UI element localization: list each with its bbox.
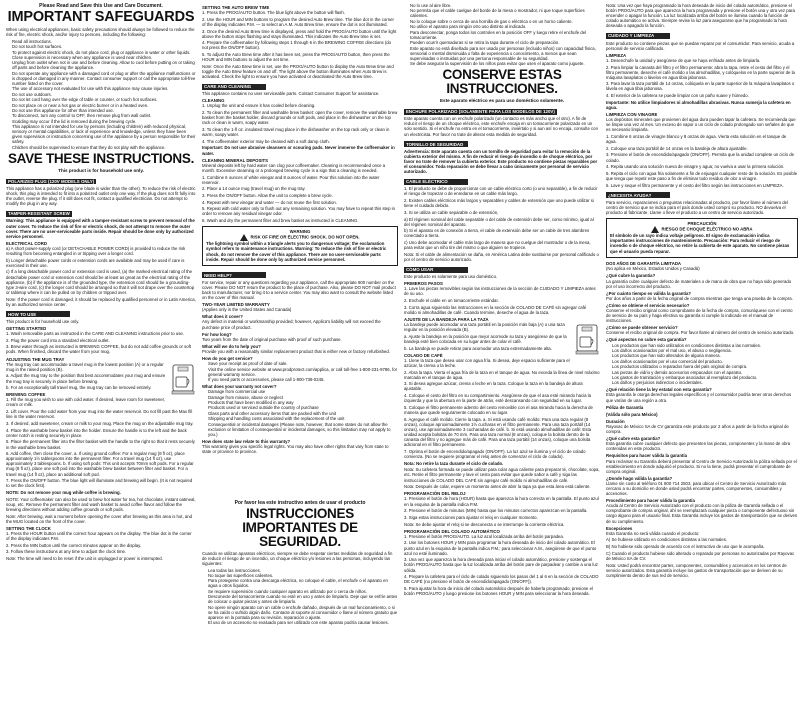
mug-tray-illustration	[170, 363, 196, 397]
adjusting-heading: ADJUSTING THE MUG TRAY	[6, 356, 65, 362]
list-item: • Consequential or incidental damages (Please note, however, that some states do not allow the exclusion or limitation of consequential or incidental damages, so this limitation may not apply to you.)	[208, 422, 398, 437]
list-item: • To protect against electric shock, do not place cord, plug or appliance in water or other liquids.	[12, 50, 196, 55]
spanish-kicker: Por favor lea este instructivo antes de usar el producto	[234, 499, 366, 506]
list-item: • Glass parts and other accessory items that are packed with the unit	[208, 411, 398, 416]
primeros-heading: PRIMEROS PASOS	[404, 281, 443, 287]
list-item: • Pueden ocurrir quemaduras si se retira la tapa durante el ciclo de preparación.	[410, 40, 600, 45]
duracion-text: Rayovac de México SA de CV garantiza este producto por 2 años a partir de la fecha original de compra.	[606, 423, 789, 435]
list-item: • Scalding may occur if the lid is removed during the brewing cycle.	[12, 119, 196, 124]
step: La bandeja puede acomodar una taza portátil en la posición más baja (A) o una taza regular en la posición elevada (B).	[404, 322, 565, 333]
poliza-sub: (Válida sólo para México)	[606, 411, 658, 417]
list-item: • Do not use this appliance for other than intended use.	[12, 108, 196, 113]
garantia-answer: La garantía cubre cualquier defecto de materiales o de mano de obra que no haya sido generado por el uso incorrecto del producto.	[606, 278, 792, 289]
warranty-list	[202, 361, 398, 382]
garantia-heading: DOS AÑOS DE GARANTÍA LIMITADA	[606, 261, 682, 267]
note: Note: The time will need to be reset if the unit is unplugged or power is interrupted.	[6, 556, 163, 562]
donde-question: ¿Donde hago válida la garantía?	[606, 475, 673, 481]
step: 6. Agregue el café molido. Cierre la tapa. a. Si está usando café molido: Para una taza regular (8 onzas), coloque aproximadamente 1½ cucharas en el filtro permanente. Para una taza portátil (14 onzas), use aproximadamente 3 cucharadas de café. b. Si está usando almohadillas de café: Esta unidad acepta bolsitas de 70 mm. Para una taza normal (8 onzas), coloque la bolsita dentro de la canasta del filtro y no agregue más de café. Para una taza portátil (14 onzas), coloque una bolsita adicional en el filtro permanente.	[404, 416, 592, 448]
step: 1. Fill the mug you wish to use with cold water. If desired, leave room for sweetener, cream or milk.	[6, 397, 166, 408]
step: 3. Si desea agregue azúcar, crema o leche en la taza. Coloque la taza en la bandeja de altura ajustable.	[404, 381, 583, 392]
garantia-question: ¿Qué aspectos no cubre esta garantía?	[606, 337, 687, 343]
list-item: • Se debe asegurar la supervisión de los niños para evitar que usen el aparato como juguete.	[410, 61, 600, 66]
warning-label: WARNING	[289, 229, 311, 235]
cubre-answer: Esta garantía cubre cualquier defecto que presenten las piezas, componentes y la mano de obra contenidas en este producto.	[606, 441, 791, 452]
care-intro: This appliance contains no user serviceable parts. Contact Consumer Support for assistance.	[202, 91, 380, 97]
nota: Nota: Una vez que haya programado la hora deseada de inicio del colado automático, presione el botón PROG/AUTO para que aparezca la hora programada y presione el botón una y otra vez para encender o apagar la función. La luz localizada arriba del botón se ilumina cuando la función de colado automático se activa. Siempre revise la luz para asegurarse que ha programado la hora deseada o apagado la función.	[606, 3, 795, 29]
cable-item: b) Si el aparato es de conexión a tierra, el cable de extensión debe ser un cable de tres alambres conectado a tierra.	[404, 228, 590, 239]
warning-triangle-icon	[651, 226, 659, 233]
warranty-question: How does state law relate to this warranty?	[202, 438, 291, 444]
list-item: • Las piezas de vidrio y demás accesorios empacados con el aparato.	[612, 370, 798, 375]
cuidado-intro: Este producto no contiene piezas que se puedan reparar por el consumidor. Para servicio, acuda a personal de servicio calificado.	[606, 40, 795, 51]
step: 2. Para limpiar la canasta del filtro y el filtro permanente: abra la tapa, retire el cesto del filtro y el filtro permanente, deseche el café molido o las almohadillas, y colóquelos en la parte superior de la máquina lavaplatos o lávelos en agua tibia jabonosa.	[606, 64, 795, 80]
list-item: • Products used or serviced outside the country of purchase	[208, 405, 398, 410]
list-item: • Para protegerse contra una descarga eléctrica, no coloque el cable, el enchufe o el aparato en agua u otros líquidos.	[208, 578, 398, 588]
step: 6. Add coffee, then close the cover. a. If using ground coffee: For a regular mug (8 fl oz), place approximately 1½ tablespoons into the permanent filter. For a travel mug (14 fl oz), use approximately 3 tablespoons. b. If using soft pods: This unit accepts 70mm soft pods. For a regular mug (8 fl oz), place one soft pod into the washable brew basket between filter and basket. For a travel mug (14 fl oz), place an additional soft pod.	[6, 451, 194, 477]
list-item: • Shipping and handling costs associated with the replacement of the unit	[208, 416, 398, 421]
intro-text: When using electrical appliances, basic safety precautions should always be followed to reduce the risk of fire, electric shock, and/or injury to persons, including the following:	[6, 27, 195, 38]
warning-box	[202, 226, 398, 266]
precaucion-title: RIESGO DE CHOQUE ELÉCTRICO NO ABRA	[661, 226, 753, 232]
step: 2. Enchufe el cable en un tomacorriente estándar.	[404, 298, 499, 304]
enchufe-heading: ENCHUFE POLARIZADO (SOLAMENTE PARA LOS MODELOS DE 120V)	[406, 109, 555, 115]
garantia-question: ¿Qué cubre la garantía?	[606, 273, 656, 279]
enchufe-text: Este aparato cuenta con un enchufe polarizado (un contacto es más ancho que el otro). A fin de reducir el riesgo de un choque eléctrico, este enchufe encaja en un tomacorriente polarizado en un solo sentido. Si el enchufe no entra en el tomacorriente, inviértalo y si aun así no encaja, consulte con un electricista. Por favor no trate de alterar esta medida de seguridad.	[404, 116, 598, 137]
list-item: • No utilice el aparato para ningún otro uso distinto al indicado.	[410, 24, 600, 29]
list-item: • Este aparato no está diseñado para ser usado por personas (incluido niños) con capacidad física, sensorial o mental disminuida o falta de experiencia o conocimiento, a menos que sean supervisadas o instruidas por una persona responsable de su seguridad.	[410, 46, 600, 61]
polarized-text: This appliance has a polarized plug (one blade is wider than the other). To reduce the risk of electric shock, this plug is intended to fit into a polarized outlet only one way. If the plug does not fit fully into the outlet, reverse the plug. If it still does not fit, contact a qualified electrician. Do not attempt to modify the plug in any way.	[6, 185, 196, 207]
note: Note: After brewing, wait a moment before opening the cover after brewing as this area is hot, and the MUG located on the front of the cover.	[6, 513, 193, 524]
vinagre-heading: LIMPIEZA CON VINAGRE	[606, 112, 658, 118]
cord-item: b) Longer detachable power cords or extension cords are available and may be used if care is exercised in their use.	[6, 257, 185, 268]
step: 5. Coloque el filtro permanente adentro del cesto removible con el asa mirando hacia la derecha de manera que quede seguramente colocado en su lugar.	[404, 404, 593, 416]
spanish-safeguards-list	[202, 568, 398, 626]
step: 5. Repita el ciclo con agua fría solamente a fin de enjuagar cualquier resto de la solución. Es posible que tenga que repetir este paso a fin de eliminar todo residuo de olor a vinagre.	[606, 170, 798, 182]
step: 3. To clean the 1-fl oz. insulated travel mug place in the dishwasher on the top rack only or clean in warm, soapy water.	[202, 127, 390, 138]
step: 3. If desired, add sweetener, cream or milk to your mug. Place the mug on the adjustable mug tray.	[6, 420, 194, 426]
step: 6. Lave y seque el filtro permanente y el cesto del filtro según las instrucciones en LIMPIEZA.	[606, 182, 784, 188]
step: 2. Lift cover. Pour the cold water from your mug into the water reservoir. Do not fill past the Max fill line in the water reservoir.	[6, 409, 193, 420]
list-item: • Los daños ocasionados por el mal uso, el abuso o negligencia.	[612, 348, 798, 353]
column-english-1	[6, 3, 196, 703]
excepcion-item: A) Se hubiese utilizado en condiciones distintas a las normales.	[606, 537, 728, 543]
list-item: • To disconnect, turn any control to OFF, then remove plug from wall outlet.	[12, 113, 196, 118]
cord-heading: ELECTRICAL CORD	[6, 240, 47, 246]
step: 1. Lave las piezas removibles según las instrucciones de la sección de CUIDADO Y LIMPIEZA antes de su uso.	[404, 286, 596, 297]
cable-heading: CABLE ELÉCTRICO	[404, 179, 468, 185]
list-item: • Unplug from outlet when not in use and before cleaning. Allow to cool before putting on or taking off parts and before cleaning the appliance.	[12, 60, 196, 70]
step: 4. Prepare the coffeemaker by following steps 1 through 6 in the BREWING COFFEE directions (do not press the ON/OFF button).	[202, 40, 392, 51]
step: 5. To adjust the Auto Brew time after it has been set, press the PROG/AUTO button, then press the HOUR and MIN buttons to adjust the set time.	[202, 52, 390, 63]
tamper-text: Warning: This appliance is equipped with a tamper-resistant screw to prevent removal of the outer cover. To reduce the risk of fire or electric shock, do not attempt to remove the outer cover. There are no user-serviceable parts inside. Repair should be done only by authorized service personnel.	[6, 218, 195, 239]
howto-heading: HOW TO USE	[6, 311, 70, 317]
poliza-heading: Póliza de Garantía	[606, 404, 644, 410]
donde-answer: Llame sin costo al teléfono 01 800 714 2503, para ubicar el Centro de Servicio Autorizado más cercano a su domicilio en donde usted podrá encontrar partes, componentes, consumibles y accesorios.	[606, 480, 787, 497]
step: 3. Press the ON/OFF button. Allow the unit to complete a brew cycle.	[202, 193, 333, 199]
list-item: • Close supervision is necessary when any appliance is used near children.	[12, 55, 196, 60]
list-item: • No lo coloque sobre o cerca de una hornilla de gas o eléctrica o en un horno caliente.	[410, 19, 600, 24]
column-spanish-1	[404, 3, 600, 703]
cord-item: a) A short power-supply cord (or DETACHABLE POWER CORD) is provided to reduce the risk resulting from becoming entangled in or tripping over a longer cord.	[6, 245, 186, 256]
step: 5. Para ajustar la hora de inicio del colado automático después de haberla programado, presione el botón PROG/AUTO y luego presione los botones HOUR y MIN para seleccionar la hora deseada.	[404, 585, 593, 597]
step: 4. Prepare la cafetera para el ciclo de colado siguiendo los pasos del 1 al 6 en la sección de COLADO DE CAFÉ (no presione el botón de encendido/apagado (ON/OFF)).	[404, 574, 599, 585]
step: 4. El exterior de la cafetera se puede limpiar con un paño suave y húmedo.	[606, 93, 749, 99]
step: 2. Presione el botón de minutos (MIN) hasta que los minutos correctos aparezcan en la pantalla.	[404, 508, 588, 514]
list-item: • This appliance is not intended for use by persons (including children) with reduced physical, sensory or mental capabilities, or lack of experience and knowledge, unless they have been given supervision or instruction concerning use of the appliance by a person responsible for their safety.	[12, 124, 196, 144]
requisitos-question: Requisitos para hacer válida la garantía	[606, 453, 687, 459]
note: NOTE: Your coffeemaker can also be used to brew hot water for tea, hot chocolate, instant oatmeal, soup, etc. Remove the permanent filter and wash basket to avoid coffee flavor and follow the brewing directions without adding coffee grounds or soft pods.	[6, 496, 196, 512]
polarized-heading: POLARIZED PLUG (120V MODELS ONLY)	[8, 178, 95, 184]
garantia-answer: Conserve el recibo original como comprobante de la fecha de compra, comuníquese con el centro de servicio de su país y haga efectiva su garantía si cumple lo indicado en el manual de instrucciones.	[606, 308, 793, 324]
list-item: • Do not place on or near a hot gas or electric burner or in a heated oven.	[12, 103, 196, 108]
step: 1. Presione el botón PROG/AUTO. La luz azul localizada arriba del botón parpadea.	[404, 533, 564, 539]
warranty-question: What will we do to help you?	[202, 343, 261, 349]
step: 4. Repita usando una solución nueva de vinagre y agua; no vuelva a usar la primera solución.	[606, 164, 785, 170]
ajuste-heading: AJUSTE DE LA BANDEJA PARA LA TAZA	[404, 316, 489, 322]
step: 2. To clean the permanent filter and washable brew basket: open the cover, remove the washable brew basket from the basket holder, discard grounds or soft pods, and place in the dishwasher on the top rack or clean in warm, soapy water.	[202, 110, 398, 126]
warranty-sub: (Applies only in the United States and Canada)	[202, 307, 292, 313]
column-spanish-2	[606, 3, 798, 703]
reloj-heading: PROGRAMACIÓN DEL RELOJ	[404, 491, 466, 497]
step: 4. Coloque el cesto del filtro en su compartimiento. Asegúrese de que el asa esté mirando hacia la izquierda y que la abertura en la parte de atrás, esté descansando con seguridad en su lugar.	[404, 393, 592, 404]
procedimiento-answer: Acuda al Centro de Servicio Autorizado con el producto con la póliza de Garantía sellada o el comprobante de compra original, ahí se reemplazará cualquier pieza o componente defectuoso sin cargo alguno para el usuario final. Esta Garantía incluye los gastos de transportación que se deriven de su cumplimiento.	[606, 503, 798, 524]
nota: Nota: No retire la taza durante el ciclo de colado.	[404, 460, 504, 466]
garantia-answer: Por dos años a partir de la fecha original de compra mientras que tenga una prueba de la compra.	[606, 295, 793, 301]
limpieza-heading: LIMPIEZA	[606, 52, 627, 58]
precaucion-box	[606, 218, 798, 258]
save-subtitle: This product is for household use only.	[58, 167, 144, 173]
warranty-answer: Provide you with a reasonably similar replacement product that is either new or factory refurbished.	[202, 348, 390, 354]
warranty-answer: This warranty gives you specific legal rights. You may also have other rights that vary from state to state or province to province.	[202, 443, 389, 454]
list-item: • Do not let cord hang over the edge of table or counter, or touch hot surfaces.	[12, 97, 196, 102]
step: 2. Plug the power cord into a standard electrical outlet.	[6, 337, 110, 343]
list-item: • Children should be supervised to ensure that they do not play with the appliance.	[12, 145, 196, 150]
cleaning-heading: CLEANING	[202, 98, 225, 104]
mineral-text: Mineral deposits left by hard water can clog your coffeemaker. Cleaning is recommended once a month. Excessive steaming or a prolonged brewing cycle is a sign that a cleaning is needed.	[202, 162, 386, 173]
step: 4. Repeat with new vinegar and water — do not reuse the first solution.	[202, 199, 337, 205]
ayuda-heading: ¿NECESITA AYUDA?	[606, 192, 670, 198]
ayuda-text: Para servicio, reparaciones o preguntas relacionadas al producto, por favor llame al número del centro de servicio que se indica para el país donde usted compró su producto. NO devuelva el producto al fabricante. Llame o lleve el producto a un centro de servicio autorizado.	[606, 199, 789, 216]
step: a. Adjust the mug tray to the position that best accommodates your mug and ensure the mug tray is securely in place before brewing.	[6, 373, 166, 384]
step: 4. The coffeemaker exterior may be cleaned with a soft damp cloth.	[202, 138, 330, 144]
precaucion-text: El símbolo de un rayo indica voltaje peligroso. El signo de exclamación indica importantes instrucciones de mantenimiento. Precaución: Para reducir el riesgo de incendio o de choque eléctrico, no retire la cubierta de este aparato. No contiene piezas que el usuario pueda reparar.	[610, 233, 790, 254]
colado-heading: COLADO DE CAFÉ	[404, 352, 443, 358]
warranty-question: How do you get service?	[202, 356, 253, 362]
list-item: • Do not use outdoors.	[12, 92, 196, 97]
cable-item: 2. Existen cables eléctricos más largos y separables y cables de extensión que uno puede utilizar si tiene el cuidado debido.	[404, 198, 594, 209]
list-item: • No opere ningún aparato con un cable o enchufe dañado, después de un mal funcionamiento, o si se ha caído o sufrido algún daño. Contacte al soporte al consumidor o llame al número gratuito que aparece en la portada para su revisión, reparación o ajuste.	[208, 605, 398, 620]
list-item: • Los daños y perjuicios indirectos o incidentales.	[612, 380, 798, 385]
step: b. La bandeja se puede retirar para acomodar una taza extremadamente alta.	[404, 345, 552, 351]
garantia-question: ¿Cómo se puede obtener servicio?	[606, 325, 678, 331]
garantia-question: ¿Cómo se obtiene el servicio necesario?	[606, 302, 690, 308]
step: 3. Presione el botón de encendido/apagado (ON/OFF). Permita que la unidad complete un ciclo de colado.	[606, 152, 794, 163]
note: NOTE: Do not remove your mug while coffee is brewing.	[6, 490, 121, 496]
list-item: • Los productos que han sido utilizados en condiciones distintas a las normales.	[612, 343, 798, 348]
spanish-safeguards-list-2	[404, 3, 600, 66]
list-item: • Damage from misuse, abuse or neglect	[208, 395, 398, 400]
howto-intro: This product is for household use only.	[6, 318, 80, 324]
cable-note: Nota: Si el cable de alimentación se daña, en América Latina debe sustituirse por personal calificado o por el centro de servicio autorizado.	[404, 251, 599, 262]
warranty-question: For how long?	[202, 331, 232, 337]
step: 1. Press the HOUR button until the correct hour appears on the display. The blue dot in the corner of the display indicates P.M.	[6, 530, 192, 541]
list-item: • Los productos que han sido alterados de alguna manera.	[612, 353, 798, 358]
step: 1. Llene la taza que desea usar con agua fría. Si desea, deje espacio suficiente para el azúcar, la crema o la leche.	[404, 357, 570, 368]
need-help-heading: NEED HELP?	[202, 272, 266, 278]
safeguards-list	[6, 39, 196, 150]
precaucion-label: PRECAUCIÓN	[687, 221, 717, 227]
list-item: • Products that have been modified in any way	[208, 400, 398, 405]
list-item: • El uso de un accesorio no evaluado para ser utilizado con este aparato podría causar lesiones.	[208, 620, 398, 625]
list-item: • Lea todas las instrucciones.	[208, 568, 398, 573]
list-item: • No toque las superficies calientes.	[208, 573, 398, 578]
duracion-heading: Duración	[606, 418, 625, 424]
getting-started-heading: GETTING STARTED	[6, 325, 47, 331]
warning-text: The lightning symbol within a triangle alerts you to dangerous voltage; the exclamation symbol refers to maintenance instructions. Warning: To reduce the risk of fire or electric shock, do not remove the cover of this appliance. There are no user-serviceable parts inside. Repair should be done only by authorized service personnel.	[206, 241, 387, 262]
nota: Nota: Después de colar, espere un momento antes de abrir la tapa ya que esta área está caliente.	[404, 484, 591, 490]
garantia-sub: (No aplica en México, Estados Unidos y Canadá)	[606, 266, 700, 272]
step: 1. Press the PROG/AUTO button. The blue light above the button will flash.	[202, 10, 345, 16]
column-english-2	[202, 3, 398, 703]
step: 2. Press the MIN button until the correct minutes appear on the display.	[6, 542, 142, 548]
list-item: • Do not operate any appliance with a damaged cord or plug or after the appliance malfunctions or is dropped or damaged in any manner. Contact consumer support or call the appropriate toll-free number listed on the cover.	[12, 71, 196, 86]
warranty-question: What does it cover?	[202, 314, 243, 320]
list-item: • No lo use al aire libre.	[410, 3, 600, 8]
como-usar-intro: Este producto es solamente para uso doméstico.	[404, 274, 498, 280]
list-item: • Damage from commercial use	[208, 389, 398, 394]
step: 3. Once the desired Auto Brew time is displayed, press and hold the PROG/AUTO button until the light above the button stops flashing and stays illuminated. This indicates the Auto Brew time is set.	[202, 28, 397, 39]
list-item: • The use of accessory not evaluated for use with this appliance may cause injuries.	[12, 86, 196, 91]
brewing-heading: BREWING COFFEE	[6, 392, 46, 398]
conserve-title: CONSERVE ESTAS INSTRUCCIONES.	[442, 67, 562, 97]
garantia-answer: Conserve el recibo original de compra. Por favor llame al número del centro de servicio autorizado.	[606, 330, 795, 336]
clock-heading: SETTING THE CLOCK	[6, 525, 51, 531]
step: 1. Combine 6 onzas de vinagre blanco y 8 onzas de agua. Vierta esta solución en el tanque de agua.	[606, 134, 787, 145]
garantia-question: ¿Qué relación tiene la ley estatal con esta garantía?	[606, 387, 712, 393]
spanish-title: INSTRUCCIONES IMPORTANTES DE SEGURIDAD.	[242, 505, 358, 549]
page-title: IMPORTANT SAFEGUARDS	[7, 9, 195, 25]
list-item: • Los daños ocasionados por el uso comercial del producto.	[612, 359, 798, 364]
nota: Nota: Su cafetera formada se puede utilizar para colar agua caliente para preparar té, chocolate, sopa, etc. Retire el filtro permanente y lave el cesto para evitar que quede sabor a café y siga las instrucciones de COLADO DEL CAFÉ sin agregar café molido ni almohadillas de café.	[404, 467, 600, 483]
step: The mug tray can accommodate a travel mug in the lowest position (A) or a regular mug in the raised position (B).	[6, 361, 164, 372]
importante-note: Importante: No utilice limpiadores ni almohadillas abrasivas. Nunca sumerja la cafetera en agua.	[606, 99, 791, 110]
step: 1. Unplug the unit and ensure it has cooled before cleaning.	[202, 103, 316, 109]
warning-triangle-icon	[240, 234, 248, 241]
garantia-list	[606, 343, 798, 386]
step: 3. Una vez que aparezca la hora deseada para iniciar el colado automático, presione y sostenga el botón PROG/AUTO hasta que la luz localizada arriba del botón pare de parpadear y cambie a una luz sólida.	[404, 557, 598, 573]
list-item: • If you need parts or accessories, please call 1-800-738-0245.	[208, 377, 398, 382]
autobrew-heading: SETTING THE AUTO BREW TIME	[202, 5, 270, 10]
cubre-question: ¿Qué cubre esta garantía?	[606, 436, 661, 442]
auto-heading: PROGRAMACIÓN DEL COLADO AUTOMÁTICO	[404, 528, 500, 534]
warranty-heading: TWO-YEAR LIMITED WARRANTY	[202, 302, 270, 308]
list-item: • Save your receipt as proof of date of sale.	[208, 361, 398, 366]
list-item: • Visit the online service website at www.prodprotect.com/applica, or call toll-free 1-800-231-9786, for general warranty service.	[208, 367, 398, 377]
tornillo-text: Advertencia: Este aparato cuenta con un tornillo de seguridad para evitar la remoción de la cubierta exterior del mismo. A fin de reducir el riesgo de incendio o de choque eléctrico, por favor no trate de remover la cubierta exterior. Este producto no contiene piezas reparables por el consumidor. Toda reparación se debe llevar a cabo únicamente por personal de servicio autorizado.	[404, 148, 598, 175]
tornillo-heading: TORNILLO DE SEGURIDAD	[404, 141, 468, 147]
conserve-subtitle: Este aparato eléctrico es para uso doméstico solamente.	[439, 98, 565, 104]
como-usar-heading: CÓMO USAR	[404, 267, 468, 273]
step: 3. Para lavar la taza portátil de 14 onzas, colóquela en la parte superior de la máquina lavaplatos o lávela en agua tibia jabonosa.	[606, 81, 795, 92]
cable-item: 1. El producto se debe de proporcionar con un cable eléctrico corto (o uno separable), a fin de reducir el riesgo de tropezar o de enredarse en un cable más largo.	[404, 186, 598, 197]
cable-item: c) Uno debe acomodar el cable más largo de manera que no cuelgue del mostrador o de la mesa, para evitar que un niño tire del mismo o que alguien se tropiece.	[404, 240, 591, 251]
excepciones-text: Esta Garantía no será válida cuando el producto:	[606, 530, 700, 536]
save-title: SAVE THESE INSTRUCTIONS.	[7, 150, 195, 166]
list-item: • Para desconectar, ponga todos los controles en la posición OFF y luego retire el enchufe del tomacorriente.	[410, 30, 600, 40]
step: 3. Siga estas instrucciones para ajustar el reloj en cualquier momento.	[404, 514, 538, 520]
step: b. For an exceptionally tall travel mug, the mug tray can be removed entirely.	[6, 385, 152, 391]
warranty-answer: Two years from the date of original purchase with proof of such purchase.	[202, 336, 342, 342]
cable-item: a) El régimen nominal del cable separable o del cable de extensión debe ser, como mínimo, igual al del régimen nominal del aparato.	[404, 216, 594, 227]
note: Note: Once the Auto Brew time is set, use the PROG/AUTO button to display the Auto Brew time and toggle the Auto Brew feature on and off. The light above the button illuminates when Auto Brew is activated. Check the light to ensure you have activated or deactivated the Auto Brew time.	[202, 63, 394, 80]
step: a. Ajuste la bandeja en la posición que mejor acomode su taza y asegúrese de que la bandeja esté bien colocada en su lugar antes de colar el café.	[404, 333, 567, 344]
excepcion-item: B) No hubiese sido operado de acuerdo con el instructivo de uso que le acompaña.	[606, 544, 765, 550]
cord-note: Note: If the power cord is damaged, it should be replaced by qualified personnel or in Latin America, by an authorized service center.	[6, 296, 196, 307]
list-item: • Los gastos de tramitación y embarque asociados al reemplazo del producto.	[612, 375, 798, 380]
garantia-answer: Esta garantía le otorga derechos legales específicos y el consumidor podría tener otros derechos que varían de una región a otra.	[606, 392, 792, 403]
warranty-answer: Any defect in material or workmanship provided; however, Applica's liability will not exceed the purchase price of product.	[202, 319, 381, 330]
step: 2. Abra la tapa. Vierta el agua fría de la taza en el tanque de agua. No exceda la línea de nivel máximo marcada en el tanque de agua.	[404, 369, 600, 380]
nota-final: Nota: Usted podrá encontrar partes, componentes, consumibles y accesorios en los centros de servicio autorizados. Esta garantía incluye los gastos de transportación que se deriven de su cumplimiento dentro de sus red de servicio.	[606, 562, 787, 578]
procedimiento-question: Procedimiento para hacer válida la garantía	[606, 498, 695, 504]
vinagre-text: Los depósitos minerales que provienen del agua dura pueden tapar la cafetera. Se recomienda que se limpie una vez al mes. Un exceso de vapor o un ciclo de colado prolongado son señales de que es necesario limpiarla.	[606, 117, 796, 133]
cord-item: c) If a long detachable power cord or extension cord is used, (a) the marked electrical rating of the detachable power cord or extension cord should be at least as great as the electrical rating of the appliance, (b) if the appliance is of the grounded type, the extension cord should be a grounding-type 3-wire cord, (c) the longer cord should be arranged so that it will not drape over the countertop or tabletop where it can be pulled on by children or tripped over.	[6, 269, 195, 295]
step: 5. Place the permanent filter into the filter basket with the handle to the right so that it rests securely in the washable brew basket.	[6, 439, 195, 450]
mineral-heading: CLEANING MINERAL DEPOSITS	[202, 157, 269, 163]
cuidado-heading: CUIDADO Y LIMPIEZA	[606, 33, 670, 39]
kicker: Please Read and Save this Use and Care Document.	[39, 3, 163, 9]
step: 3. Follow these instructions at any time to adjust the clock time.	[6, 549, 127, 555]
warranty-question: What does your warranty not cover?	[202, 384, 277, 390]
tamper-heading: TAMPER-RESISTANT SCREW	[8, 211, 70, 217]
list-item: • Read all instructions.	[12, 39, 196, 44]
step: 5. Repeat with cold water only to flush out any remaining solution. You may have to repeat this step in order to remove any residual vinegar odor.	[202, 206, 395, 217]
list-item: • Do not touch hot surfaces.	[12, 44, 196, 49]
step: 1. Combine 6 ounces of white vinegar and 8 ounces of water. Pour this solution into the water reservoir.	[202, 174, 380, 185]
step: 2. Place a 14 ounce mug (travel mug) on the mug tray.	[202, 186, 306, 192]
step: 1. Wash removable parts as instructed in the CARE AND CLEANING instructions prior to use.	[6, 330, 184, 336]
list-item: • No permita que el cable cuelgue del borde de la mesa o mostrador, ni que toque superficies calientes.	[410, 8, 600, 18]
warning-title: RISK OF FIRE OR ELECTRIC SHOCK. DO NOT OPEN.	[250, 235, 360, 240]
step: 2. Use the HOUR and MIN buttons to program the desired Auto Brew time. The blue dot in the corner of the display indicates P.M. — to select an A.M. Auto Brew time, ensure the dot is not illuminated.	[202, 16, 394, 27]
list-item: • Se requiere supervisión cuando cualquier aparato es utilizado por o cerca de niños.	[208, 589, 398, 594]
step: 1. Presione el botón de hora (HOUR) hasta que aparezca la hora correcta en la pantalla. El punto azul en la esquina de la pantalla indica P.M.	[404, 496, 599, 507]
step: 3. Corra agua siguiendo las instrucciones en la sección de COLADO DE CAFÉ sin agregar café molido ni almohadillas de café. Cuando termine, deseche el agua de la taza.	[404, 304, 587, 315]
garantia-question: ¿Por cuánto tiempo es válida la garantía?	[606, 290, 692, 296]
care-heading: CARE AND CLEANING	[202, 84, 266, 90]
excepciones-heading: Excepciones	[606, 525, 633, 531]
warranty-list	[202, 389, 398, 437]
list-item: • Desconecte del tomacorriente cuando no esté en uso y antes de limpiarlo. Deje que se enfríe antes de colocar o quitar piezas y antes de limpiarlo.	[208, 594, 398, 604]
step: 4. Place the washable brew basket into the holder. Ensure the handle is to the left and the back center notch is resting securely in place.	[6, 427, 187, 438]
step: 2. Coloque una taza portátil de 14 onzas en la bandeja de altura ajustable.	[606, 145, 748, 151]
nota: Nota: Se debe ajustar el reloj si se desconecta o se interrumpe la corriente eléctrica.	[404, 521, 565, 527]
step: 6. Wash and dry the permanent filter and brew basket as instructed in CLEANING.	[202, 218, 359, 224]
excepcion-item: C) Cuando el producto hubiese sido alterado o reparado por personas no autorizadas por Rayovac de México SA de CV.	[606, 550, 795, 561]
requisitos-answer: Para reclamar su Garantía deberá presentar al Centro de Servicio Autorizado la póliza sellada por el establecimiento en donde adquirió el producto. Si no la tiene, podrá presentar el comprobante de compra original.	[606, 458, 797, 474]
need-help-text: For service, repair or any questions regarding your appliance, call the appropriate 800 number on the cover. Please DO NOT return the product to the place of purchase. Also, please DO NOT mail product back to manufacturer, nor bring it to a service center. You may also want to consult the website listed on the cover of this manual.	[202, 279, 396, 301]
step: 1. Desenchufe la unidad y asegúrese de que se haya enfriado antes de limpiarla.	[606, 57, 761, 63]
spanish-intro: Cuando se utilizan aparatos eléctricos, siempre se debe respetar ciertas medidas de seguridad a fin de reducir el riesgo de un incendio, un choque eléctrico y/o lesiones a las personas, incluyendo las siguientes:	[202, 550, 393, 566]
step: 2. Use los botones HOUR y MIN para programar la hora deseada de inicio del colado automático. El punto azul en la esquina de la pantalla indica P.M.; para seleccionar A.M., asegúrese de que el punto azul no esté iluminado.	[404, 540, 597, 556]
list-item: • Los productos utilizados o reparados fuera del país original de compra.	[612, 364, 798, 369]
step: 3. Brew water through as instructed in BREWING COFFEE, but do not add coffee grounds or soft pods. When finished, discard the water from your mug.	[6, 344, 192, 355]
cable-item: 3. Si se utiliza un cable separable o de extensión,	[404, 209, 499, 215]
mug-tray-illustration-es	[574, 323, 600, 357]
step: 7. Oprima el botón de encendido/apagado (ON/OFF). La luz azul se ilumina y el ciclo de colado comienza. (No se requiere programar el reloj antes de comenzar el ciclo de colado).	[404, 448, 586, 459]
important-note: Important: Do not use abrasive cleansers or scouring pads. Never immerse the coffeemaker in water.	[202, 145, 395, 156]
step: 7. Press the ON/OFF button. The blue light will illuminate and brewing will begin. (It is not required to set the clock first).	[6, 478, 193, 489]
